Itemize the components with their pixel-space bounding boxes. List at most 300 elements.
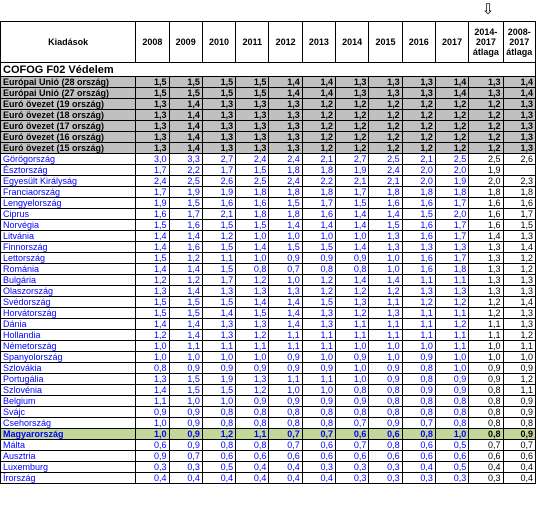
average-cell[interactable]: 0,8 [469,429,503,440]
value-cell[interactable]: 1,3 [202,110,235,121]
value-cell[interactable]: 0,8 [136,363,169,374]
value-cell[interactable]: 0,8 [435,418,468,429]
value-cell[interactable]: 1,4 [435,77,468,88]
value-cell[interactable]: 1,6 [136,209,169,220]
average-cell[interactable]: 1,3 [469,253,503,264]
value-cell[interactable]: 1,3 [336,77,369,88]
value-cell[interactable]: 1,5 [169,385,202,396]
average-cell[interactable]: 0,8 [469,418,503,429]
value-cell[interactable]: 0,8 [202,407,235,418]
value-cell[interactable]: 0,9 [369,418,402,429]
value-cell[interactable]: 1,4 [169,143,202,154]
value-cell[interactable]: 1,2 [136,330,169,341]
value-cell[interactable]: 1,2 [302,132,335,143]
value-cell[interactable]: 1,2 [369,99,402,110]
value-cell[interactable]: 1,5 [136,88,169,99]
row-label[interactable]: Norvégia [1,220,136,231]
value-cell[interactable]: 1,1 [435,341,468,352]
row-label[interactable]: Észtország [1,165,136,176]
value-cell[interactable]: 1,1 [302,374,335,385]
average-cell[interactable]: 1,3 [469,286,503,297]
value-cell[interactable]: 1,1 [302,341,335,352]
value-cell[interactable]: 1,5 [136,77,169,88]
value-cell[interactable]: 1,5 [136,253,169,264]
value-cell[interactable]: 2,4 [269,176,302,187]
header-year[interactable]: 2008 [136,22,169,63]
average-cell[interactable]: 0,8 [469,385,503,396]
value-cell[interactable]: 1,0 [302,352,335,363]
value-cell[interactable]: 0,8 [236,407,269,418]
value-cell[interactable]: 1,2 [435,319,468,330]
value-cell[interactable]: 0,9 [236,396,269,407]
value-cell[interactable]: 0,3 [369,462,402,473]
value-cell[interactable]: 1,0 [236,352,269,363]
value-cell[interactable]: 2,1 [369,176,402,187]
average-cell[interactable]: 1,9 [469,165,503,176]
average-cell[interactable]: 1,2 [469,297,503,308]
value-cell[interactable]: 1,3 [202,286,235,297]
header-year[interactable]: 2011 [236,22,269,63]
value-cell[interactable]: 0,5 [435,462,468,473]
value-cell[interactable]: 0,8 [402,363,435,374]
average-cell[interactable]: 1,5 [503,220,535,231]
value-cell[interactable]: 1,5 [136,308,169,319]
value-cell[interactable]: 1,3 [269,121,302,132]
value-cell[interactable]: 1,6 [369,198,402,209]
average-cell[interactable]: 2,3 [503,176,535,187]
value-cell[interactable]: 1,3 [136,143,169,154]
value-cell[interactable]: 1,0 [236,231,269,242]
average-cell[interactable]: 1,1 [469,330,503,341]
value-cell[interactable]: 1,6 [402,231,435,242]
value-cell[interactable]: 1,7 [435,231,468,242]
value-cell[interactable]: 1,0 [302,385,335,396]
average-cell[interactable]: 2,0 [469,176,503,187]
value-cell[interactable]: 0,4 [236,462,269,473]
value-cell[interactable]: 1,3 [236,374,269,385]
value-cell[interactable]: 1,2 [302,121,335,132]
value-cell[interactable]: 1,4 [136,231,169,242]
average-cell[interactable]: 0,4 [503,462,535,473]
row-label[interactable]: Románia [1,264,136,275]
average-cell[interactable]: 1,2 [503,374,535,385]
value-cell[interactable]: 1,3 [202,99,235,110]
value-cell[interactable]: 1,0 [302,231,335,242]
value-cell[interactable]: 1,5 [236,77,269,88]
value-cell[interactable]: 1,7 [336,187,369,198]
value-cell[interactable]: 1,3 [136,99,169,110]
value-cell[interactable]: 0,6 [269,451,302,462]
value-cell[interactable]: 1,5 [202,88,235,99]
value-cell[interactable]: 0,7 [169,451,202,462]
value-cell[interactable]: 1,1 [336,319,369,330]
value-cell[interactable]: 1,0 [269,385,302,396]
average-cell[interactable]: 1,0 [503,352,535,363]
average-cell[interactable]: 0,4 [503,473,535,484]
average-cell[interactable]: 1,2 [469,143,503,154]
average-cell[interactable]: 1,6 [469,209,503,220]
value-cell[interactable]: 1,4 [269,308,302,319]
value-cell[interactable]: 1,5 [302,297,335,308]
value-cell[interactable]: 1,1 [369,297,402,308]
value-cell[interactable]: 0,7 [269,429,302,440]
average-cell[interactable]: 1,8 [503,187,535,198]
value-cell[interactable]: 1,2 [336,132,369,143]
value-cell[interactable]: 1,2 [136,275,169,286]
value-cell[interactable]: 3,0 [136,154,169,165]
value-cell[interactable]: 2,4 [369,165,402,176]
value-cell[interactable]: 0,6 [435,451,468,462]
value-cell[interactable]: 0,3 [402,473,435,484]
value-cell[interactable]: 1,3 [369,231,402,242]
value-cell[interactable]: 1,3 [136,374,169,385]
average-cell[interactable]: 1,3 [503,110,535,121]
row-label[interactable]: Csehország [1,418,136,429]
value-cell[interactable]: 0,7 [269,264,302,275]
value-cell[interactable]: 1,3 [435,286,468,297]
value-cell[interactable]: 0,6 [136,440,169,451]
value-cell[interactable]: 1,2 [402,121,435,132]
row-label[interactable]: Dánia [1,319,136,330]
average-cell[interactable]: 1,2 [469,121,503,132]
value-cell[interactable]: 0,3 [169,462,202,473]
value-cell[interactable]: 1,3 [202,121,235,132]
value-cell[interactable]: 1,3 [236,286,269,297]
row-label[interactable]: Egyesült Királyság [1,176,136,187]
average-cell[interactable]: 1,6 [469,220,503,231]
value-cell[interactable]: 1,4 [136,242,169,253]
value-cell[interactable]: 1,4 [302,77,335,88]
value-cell[interactable]: 1,3 [402,286,435,297]
value-cell[interactable]: 1,2 [402,132,435,143]
row-label[interactable]: Euró övezet (15 ország) [1,143,136,154]
average-cell[interactable]: 1,2 [503,330,535,341]
header-avg-2014-2017[interactable]: 2014-2017 átlaga [469,22,503,63]
value-cell[interactable]: 1,2 [435,132,468,143]
value-cell[interactable]: 1,2 [169,253,202,264]
value-cell[interactable]: 1,4 [136,319,169,330]
value-cell[interactable]: 1,3 [402,88,435,99]
value-cell[interactable]: 1,3 [202,143,235,154]
value-cell[interactable]: 2,7 [336,154,369,165]
average-cell[interactable]: 2,5 [469,154,503,165]
value-cell[interactable]: 0,6 [369,429,402,440]
value-cell[interactable]: 2,0 [402,176,435,187]
row-label[interactable]: Finnország [1,242,136,253]
value-cell[interactable]: 1,6 [402,220,435,231]
value-cell[interactable]: 0,9 [169,440,202,451]
header-year[interactable]: 2017 [435,22,468,63]
value-cell[interactable]: 1,6 [302,209,335,220]
value-cell[interactable]: 1,2 [402,143,435,154]
value-cell[interactable]: 1,4 [336,209,369,220]
value-cell[interactable]: 0,7 [336,418,369,429]
row-label[interactable]: Olaszország [1,286,136,297]
row-label[interactable]: Euró övezet (18 ország) [1,110,136,121]
value-cell[interactable]: 1,5 [136,220,169,231]
value-cell[interactable]: 1,3 [402,242,435,253]
header-year[interactable]: 2012 [269,22,302,63]
value-cell[interactable]: 1,2 [336,121,369,132]
value-cell[interactable]: 2,0 [435,209,468,220]
value-cell[interactable]: 1,0 [369,253,402,264]
value-cell[interactable]: 1,5 [236,220,269,231]
value-cell[interactable]: 1,8 [269,165,302,176]
average-cell[interactable]: 0,6 [503,451,535,462]
average-cell[interactable]: 1,6 [469,198,503,209]
value-cell[interactable]: 2,7 [202,154,235,165]
average-cell[interactable] [503,165,535,176]
value-cell[interactable]: 0,9 [435,385,468,396]
value-cell[interactable]: 0,8 [336,407,369,418]
value-cell[interactable]: 1,2 [369,143,402,154]
value-cell[interactable]: 1,4 [369,275,402,286]
value-cell[interactable]: 1,2 [302,275,335,286]
value-cell[interactable]: 1,8 [369,187,402,198]
value-cell[interactable]: 1,0 [435,363,468,374]
value-cell[interactable]: 1,1 [402,275,435,286]
average-cell[interactable]: 0,9 [503,429,535,440]
average-cell[interactable]: 1,3 [469,242,503,253]
average-cell[interactable]: 1,0 [469,341,503,352]
value-cell[interactable]: 1,1 [435,308,468,319]
average-cell[interactable]: 1,3 [503,319,535,330]
value-cell[interactable]: 0,8 [236,418,269,429]
value-cell[interactable]: 1,2 [336,110,369,121]
average-cell[interactable]: 1,2 [503,264,535,275]
value-cell[interactable]: 1,5 [169,198,202,209]
value-cell[interactable]: 0,3 [369,473,402,484]
header-year[interactable]: 2009 [169,22,202,63]
value-cell[interactable]: 0,9 [302,363,335,374]
value-cell[interactable]: 0,8 [302,418,335,429]
value-cell[interactable]: 0,8 [369,385,402,396]
row-label[interactable]: Írország [1,473,136,484]
value-cell[interactable]: 1,5 [369,220,402,231]
value-cell[interactable]: 1,3 [269,99,302,110]
value-cell[interactable]: 0,9 [269,253,302,264]
row-label[interactable]: Magyarország [1,429,136,440]
average-cell[interactable]: 1,3 [503,275,535,286]
row-label[interactable]: Litvánia [1,231,136,242]
value-cell[interactable]: 1,4 [336,275,369,286]
row-label[interactable]: Euró övezet (19 ország) [1,99,136,110]
value-cell[interactable]: 0,8 [236,440,269,451]
value-cell[interactable]: 0,9 [369,363,402,374]
value-cell[interactable]: 0,3 [435,473,468,484]
value-cell[interactable]: 1,1 [435,330,468,341]
value-cell[interactable]: 1,3 [236,121,269,132]
average-cell[interactable]: 1,2 [469,99,503,110]
value-cell[interactable]: 1,7 [435,220,468,231]
value-cell[interactable]: 1,4 [169,110,202,121]
value-cell[interactable]: 1,4 [236,242,269,253]
value-cell[interactable]: 2,1 [202,209,235,220]
value-cell[interactable]: 0,8 [336,385,369,396]
value-cell[interactable]: 1,9 [435,176,468,187]
average-cell[interactable]: 1,3 [469,77,503,88]
value-cell[interactable]: 1,1 [369,330,402,341]
table-subtitle[interactable]: COFOG F02 Védelem [1,63,536,77]
value-cell[interactable]: 1,0 [336,341,369,352]
value-cell[interactable]: 0,4 [236,473,269,484]
value-cell[interactable]: 1,8 [269,209,302,220]
average-cell[interactable]: 0,8 [469,396,503,407]
value-cell[interactable]: 1,5 [236,308,269,319]
value-cell[interactable]: 0,8 [336,264,369,275]
value-cell[interactable]: 1,5 [202,385,235,396]
value-cell[interactable]: 1,2 [336,143,369,154]
value-cell[interactable]: 1,1 [202,253,235,264]
value-cell[interactable]: 0,8 [402,374,435,385]
value-cell[interactable]: 1,3 [369,308,402,319]
average-cell[interactable]: 0,9 [503,363,535,374]
average-cell[interactable]: 0,6 [469,451,503,462]
value-cell[interactable]: 1,5 [269,242,302,253]
value-cell[interactable]: 1,2 [202,231,235,242]
value-cell[interactable]: 1,4 [302,220,335,231]
average-cell[interactable]: 1,3 [469,264,503,275]
value-cell[interactable]: 1,3 [336,297,369,308]
value-cell[interactable]: 0,6 [302,451,335,462]
row-label[interactable]: Lettország [1,253,136,264]
value-cell[interactable]: 1,3 [302,319,335,330]
value-cell[interactable]: 0,9 [269,352,302,363]
value-cell[interactable]: 1,1 [369,319,402,330]
average-cell[interactable]: 1,1 [503,341,535,352]
value-cell[interactable]: 1,4 [136,264,169,275]
value-cell[interactable]: 1,7 [136,187,169,198]
value-cell[interactable]: 1,1 [269,374,302,385]
value-cell[interactable]: 1,5 [336,198,369,209]
row-label[interactable]: Euró övezet (17 ország) [1,121,136,132]
row-label[interactable]: Németország [1,341,136,352]
average-cell[interactable]: 1,3 [469,275,503,286]
value-cell[interactable]: 1,3 [369,77,402,88]
value-cell[interactable]: 2,5 [435,154,468,165]
value-cell[interactable]: 2,5 [236,176,269,187]
value-cell[interactable]: 1,8 [236,187,269,198]
value-cell[interactable]: 1,5 [169,88,202,99]
value-cell[interactable]: 0,3 [336,462,369,473]
value-cell[interactable]: 1,3 [136,110,169,121]
value-cell[interactable]: 0,9 [169,363,202,374]
value-cell[interactable]: 1,6 [169,220,202,231]
value-cell[interactable]: 1,0 [336,363,369,374]
row-label[interactable]: Svédország [1,297,136,308]
average-cell[interactable]: 0,9 [503,396,535,407]
value-cell[interactable]: 0,8 [269,407,302,418]
value-cell[interactable]: 1,0 [269,275,302,286]
value-cell[interactable]: 0,8 [202,418,235,429]
value-cell[interactable]: 0,9 [236,363,269,374]
value-cell[interactable]: 1,8 [435,187,468,198]
value-cell[interactable]: 1,8 [402,187,435,198]
value-cell[interactable]: 1,2 [369,121,402,132]
value-cell[interactable]: 0,9 [136,407,169,418]
value-cell[interactable]: 1,1 [336,330,369,341]
value-cell[interactable]: 1,7 [136,165,169,176]
value-cell[interactable]: 1,4 [169,330,202,341]
average-cell[interactable]: 1,8 [469,187,503,198]
row-label[interactable]: Európai Unió (27 ország) [1,88,136,99]
row-label[interactable]: Belgium [1,396,136,407]
value-cell[interactable]: 1,1 [236,341,269,352]
value-cell[interactable]: 0,8 [369,396,402,407]
value-cell[interactable]: 0,6 [302,440,335,451]
value-cell[interactable]: 1,7 [435,198,468,209]
value-cell[interactable]: 1,4 [269,77,302,88]
value-cell[interactable]: 0,3 [136,462,169,473]
value-cell[interactable]: 0,8 [402,407,435,418]
value-cell[interactable]: 1,2 [236,275,269,286]
value-cell[interactable]: 0,9 [269,363,302,374]
value-cell[interactable]: 0,5 [202,462,235,473]
average-cell[interactable]: 0,8 [469,407,503,418]
value-cell[interactable]: 0,9 [402,385,435,396]
value-cell[interactable]: 0,9 [269,396,302,407]
value-cell[interactable]: 1,2 [435,99,468,110]
average-cell[interactable]: 0,9 [503,407,535,418]
value-cell[interactable]: 1,6 [402,198,435,209]
average-cell[interactable]: 2,6 [503,154,535,165]
header-year[interactable]: 2013 [302,22,335,63]
value-cell[interactable]: 1,1 [169,341,202,352]
value-cell[interactable]: 1,3 [269,286,302,297]
value-cell[interactable]: 1,5 [136,297,169,308]
value-cell[interactable]: 0,8 [236,264,269,275]
value-cell[interactable]: 1,6 [402,253,435,264]
value-cell[interactable]: 1,2 [169,275,202,286]
average-cell[interactable]: 1,3 [469,88,503,99]
value-cell[interactable]: 0,9 [435,374,468,385]
header-year[interactable]: 2015 [369,22,402,63]
value-cell[interactable]: 0,8 [369,440,402,451]
average-cell[interactable]: 1,4 [469,231,503,242]
value-cell[interactable]: 1,4 [236,297,269,308]
value-cell[interactable]: 1,0 [136,352,169,363]
value-cell[interactable]: 1,3 [402,77,435,88]
row-label[interactable]: Spanyolország [1,352,136,363]
value-cell[interactable]: 1,7 [302,198,335,209]
value-cell[interactable]: 1,3 [269,110,302,121]
value-cell[interactable]: 1,4 [169,286,202,297]
value-cell[interactable]: 2,0 [435,165,468,176]
value-cell[interactable]: 1,7 [169,209,202,220]
value-cell[interactable]: 1,1 [136,396,169,407]
value-cell[interactable]: 1,2 [402,297,435,308]
value-cell[interactable]: 1,8 [302,165,335,176]
value-cell[interactable]: 0,8 [302,264,335,275]
header-year[interactable]: 2016 [402,22,435,63]
value-cell[interactable]: 2,2 [169,165,202,176]
value-cell[interactable]: 1,2 [336,99,369,110]
value-cell[interactable]: 1,0 [202,352,235,363]
average-cell[interactable]: 0,7 [503,440,535,451]
header-label[interactable]: Kiadások [1,22,136,63]
value-cell[interactable]: 0,8 [402,396,435,407]
average-cell[interactable]: 1,2 [469,110,503,121]
value-cell[interactable]: 0,4 [269,473,302,484]
value-cell[interactable]: 1,4 [336,242,369,253]
value-cell[interactable]: 1,5 [169,297,202,308]
value-cell[interactable]: 0,8 [302,407,335,418]
value-cell[interactable]: 1,4 [269,220,302,231]
row-label[interactable]: Luxemburg [1,462,136,473]
value-cell[interactable]: 1,0 [336,374,369,385]
row-label[interactable]: Svájc [1,407,136,418]
value-cell[interactable]: 0,4 [269,462,302,473]
